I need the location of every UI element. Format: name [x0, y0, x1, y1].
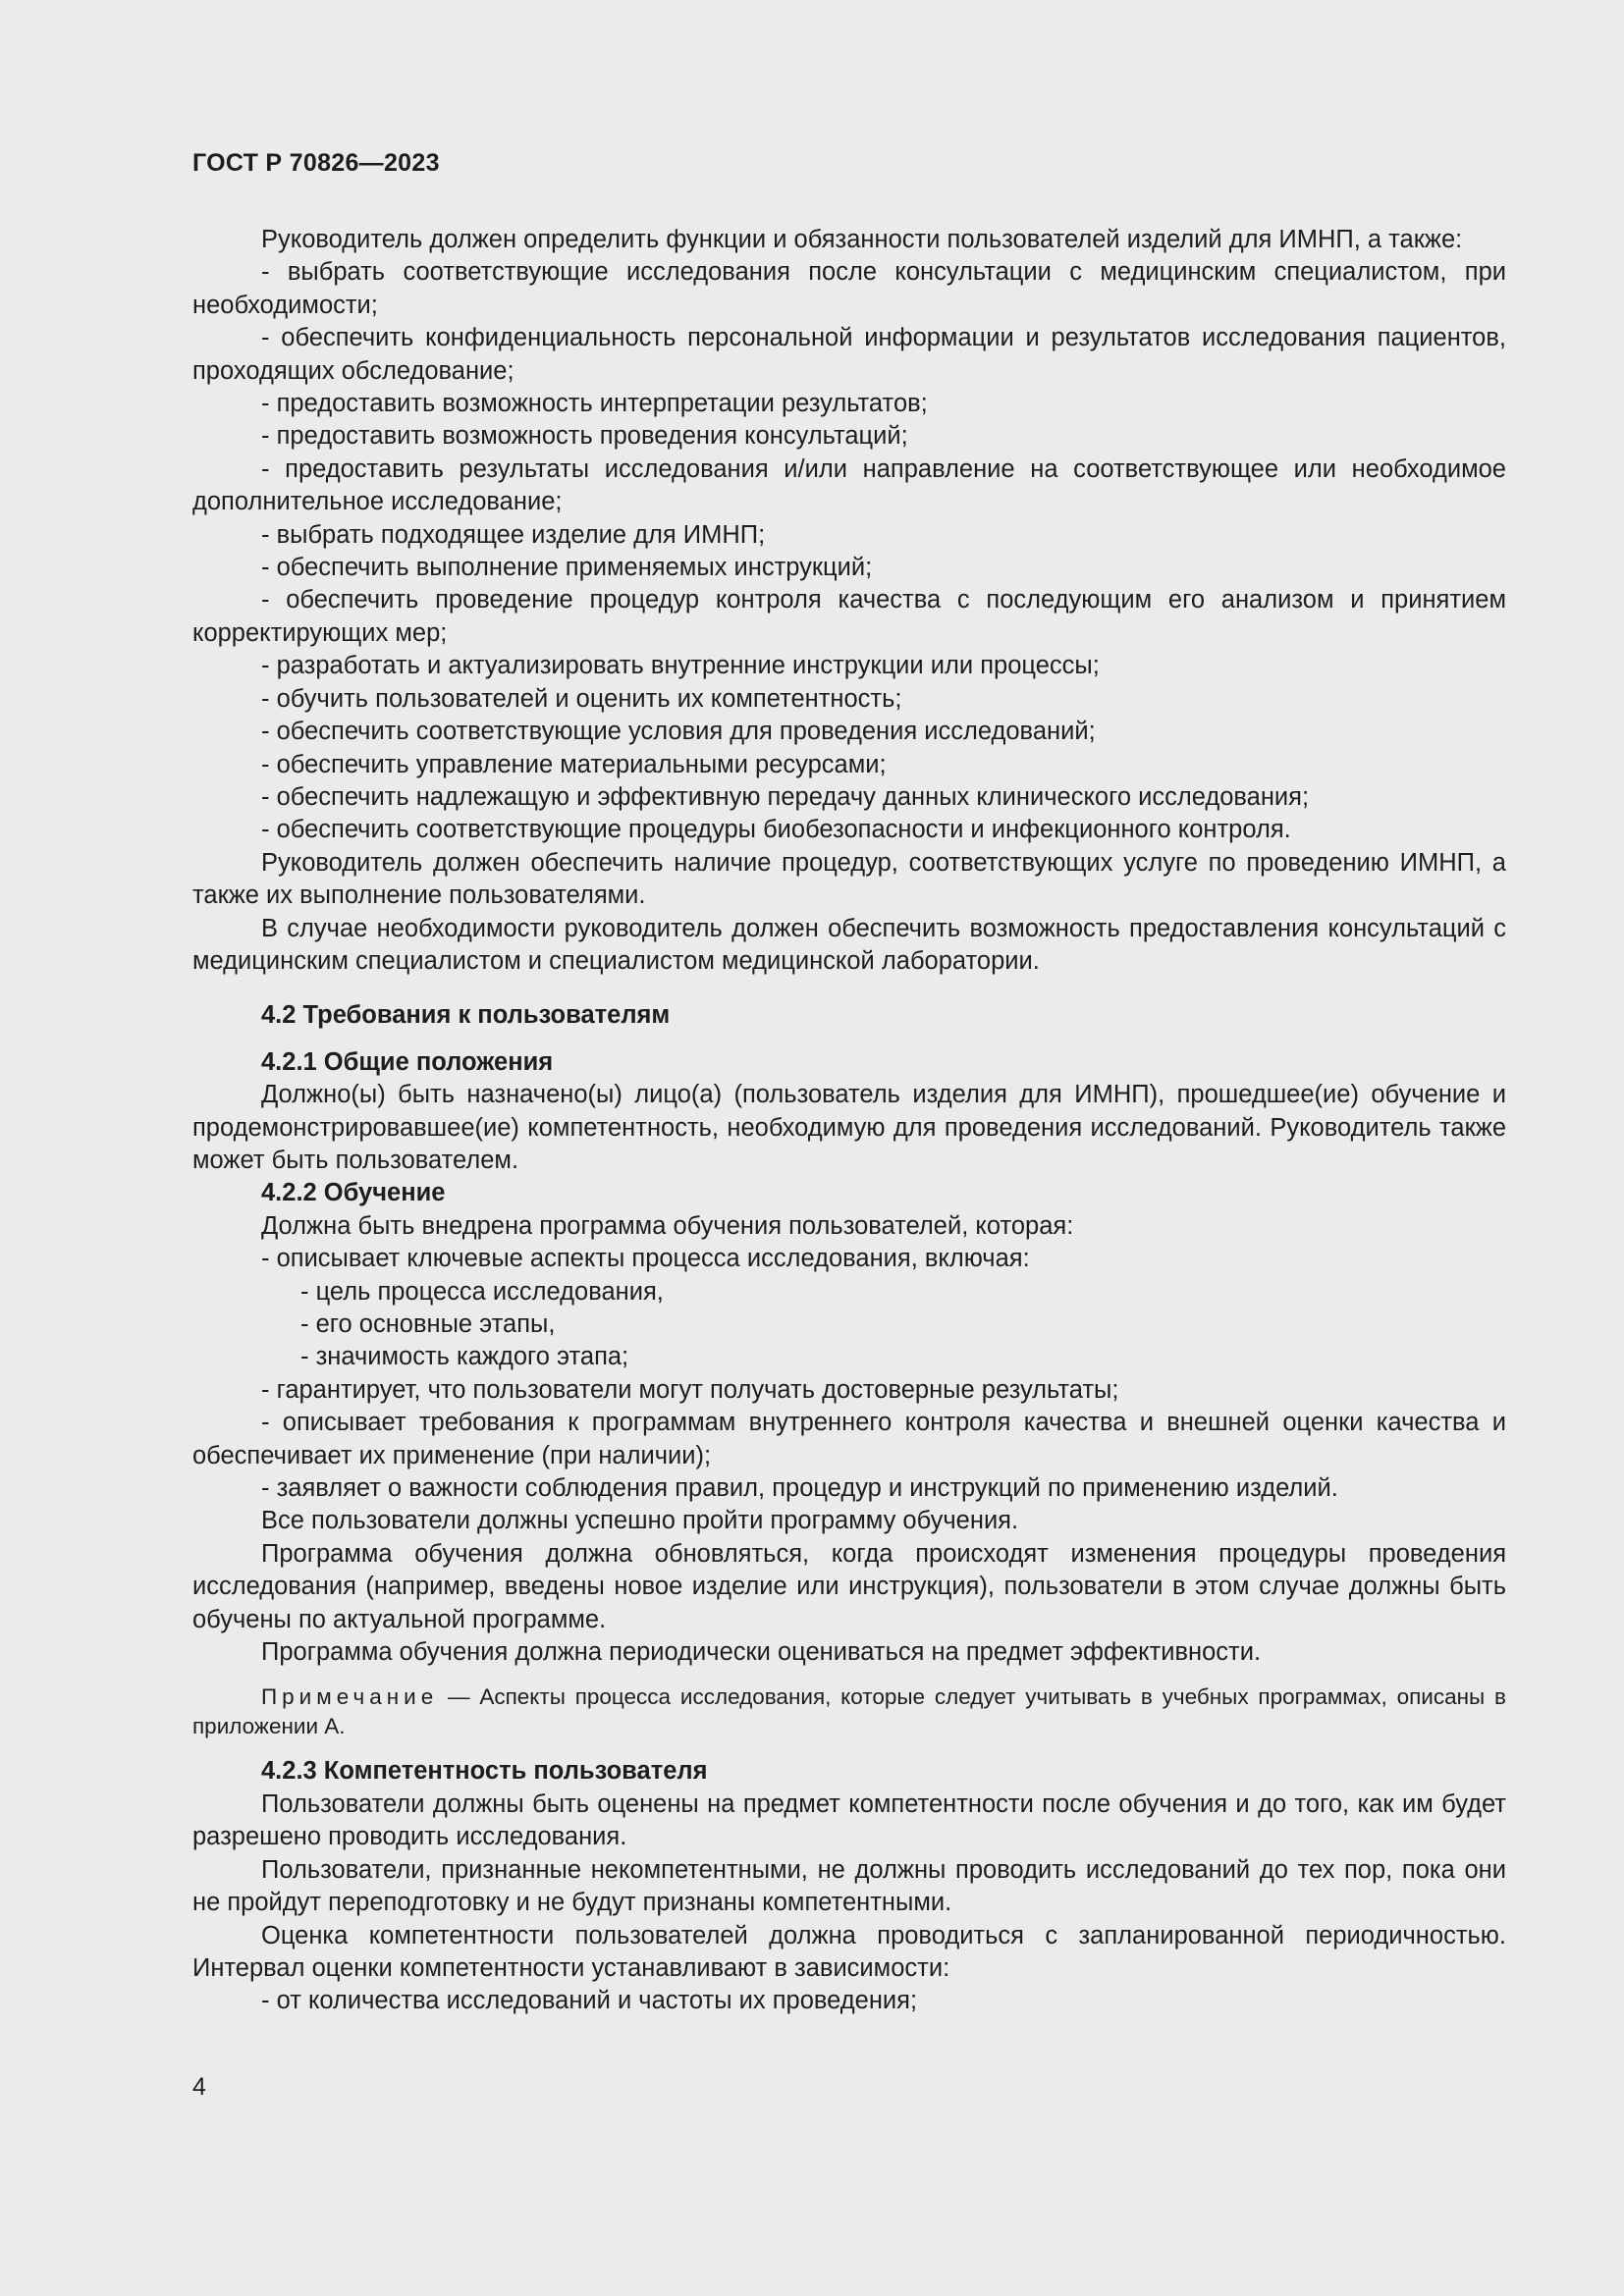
list-item: - гарантирует, что пользователи могут получать достоверные результаты; — [261, 1375, 1119, 1404]
list-item: - обеспечить конфиденциальность персональной информации и результатов исследования пациентов, проходящих обследование; — [192, 324, 1506, 385]
list-item: - обеспечить выполнение применяемых инструкций; — [261, 554, 873, 582]
sub-list-item: - его основные этапы, — [300, 1310, 556, 1338]
section-4-2-3-title: 4.2.3 Компетентность пользователя — [261, 1757, 708, 1786]
competence-paragraph-2: Пользователи, признанные некомпетентными, не должны проводить исследований до тех пор, пока они не пройдут переподготовку и не будут признаны компетентными. — [192, 1855, 1506, 1917]
duties-list — [192, 256, 1506, 846]
list-item: - описывает ключевые аспекты процесса исследования, включая: — [261, 1245, 1030, 1273]
list-item: - выбрать подходящее изделие для ИМНП; — [261, 520, 766, 549]
list-item: - выбрать соответствующие исследования после консультации с медицинским специалистом, при необходимости; — [192, 258, 1506, 319]
sub-list-item: - значимость каждого этапа; — [300, 1343, 629, 1371]
document-id-header: ГОСТ Р 70826—2023 — [192, 149, 440, 177]
training-lead: Должна быть внедрена программа обучения пользователей, которая: — [261, 1211, 1074, 1240]
list-item: - обучить пользователей и оценить их компетентность; — [261, 684, 902, 713]
training-paragraph-1: Все пользователи должны успешно пройти программу обучения. — [261, 1507, 1019, 1535]
list-item: - обеспечить надлежащую и эффективную передачу данных клинического исследования; — [261, 782, 1310, 811]
section-4-2-title: 4.2 Требования к пользователям — [261, 1001, 671, 1030]
document-body — [192, 224, 1506, 2018]
intro-lead: Руководитель должен определить функции и обязанности пользователей изделий для ИМНП, а также: — [261, 226, 1463, 253]
list-item: - описывает требования к программам внутреннего контроля качества и внешней оценки качества и обеспечивает их применение (при наличии); — [192, 1409, 1506, 1469]
section-4-2-1-title: 4.2.1 Общие положения — [261, 1047, 554, 1076]
list-item: - обеспечить соответствующие процедуры биобезопасности и инфекционного контроля. — [261, 816, 1291, 844]
sub-list-item: - цель процесса исследования, — [300, 1277, 664, 1306]
list-item: - обеспечить соответствующие условия для проведения исследований; — [261, 718, 1096, 746]
section-4-2-1-paragraph: Должно(ы) быть назначено(ы) лицо(а) (пользователь изделия для ИМНП), прошедшее(ие) обучение и продемонстрировавшее(ие) компетентность, необходимую для проведения исследований. Руководитель также может быть пользователем. — [192, 1081, 1506, 1174]
note-text: — Аспекты процесса исследования, которые следует учитывать в учебных программах, описаны в приложении А. — [192, 1684, 1506, 1739]
list-item: - от количества исследований и частоты их проведения; — [261, 1987, 918, 2015]
list-item: - заявляет о важности соблюдения правил, процедур и инструкций по применению изделий. — [261, 1474, 1338, 1503]
note-label: Примечание — [261, 1684, 439, 1710]
list-item: - разработать и актуализировать внутренние инструкции или процессы; — [261, 652, 1100, 680]
intro-paragraph-3: В случае необходимости руководитель должен обеспечить возможность предоставления консультаций с медицинским специалистом и специалистом медицинской лаборатории. — [192, 914, 1506, 975]
competence-paragraph-1: Пользователи должны быть оценены на предмет компетентности после обучения и до того, как им будет разрешено проводить исследования. — [192, 1789, 1506, 1851]
competence-paragraph-3: Оценка компетентности пользователей должна проводиться с запланированной периодичностью. Интервал оценки компетентности устанавливают в зависимости: — [192, 1921, 1506, 1982]
intro-paragraph-2: Руководитель должен обеспечить наличие процедур, соответствующих услуге по проведению ИМНП, а также их выполнение пользователями. — [192, 848, 1506, 910]
list-item: - предоставить возможность интерпретации результатов; — [261, 390, 928, 418]
list-item: - предоставить возможность проведения консультаций; — [261, 422, 908, 451]
training-paragraph-3: Программа обучения должна периодически оцениваться на предмет эффективности. — [261, 1638, 1262, 1667]
list-item: - предоставить результаты исследования и/или направление на соответствующее или необходимое дополнительное исследование; — [192, 454, 1506, 516]
list-item: - обеспечить проведение процедур контроля качества с последующим его анализом и принятием корректирующих мер; — [192, 586, 1506, 647]
note — [192, 1682, 1506, 1741]
training-paragraph-2: Программа обучения должна обновляться, когда происходят изменения процедуры проведения исследования (например, введены новое изделие или инструкция), пользователи в этом случае должны быть обучены по актуальной программе. — [192, 1539, 1506, 1633]
section-4-2-2-title: 4.2.2 Обучение — [261, 1179, 446, 1207]
page-number: 4 — [192, 2073, 206, 2101]
list-item: - обеспечить управление материальными ресурсами; — [261, 750, 887, 778]
